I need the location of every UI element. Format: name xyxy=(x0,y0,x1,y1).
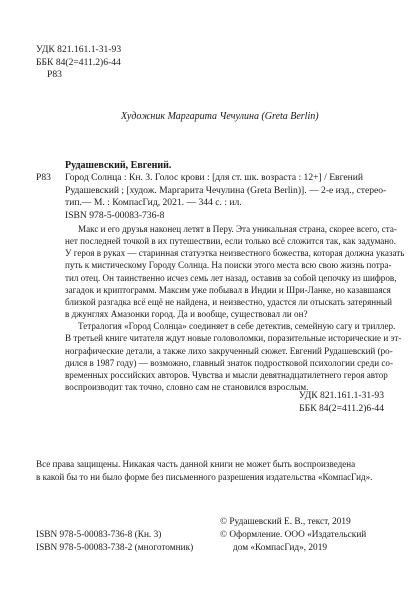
header-udk-code: УДК 821.161.1-31-93 xyxy=(36,44,122,55)
annotation-line: нографические детали, а также лихо закрученный сюжет. Евгений Рудашевский (ро- xyxy=(65,345,393,356)
biblio-author-sign: Р83 xyxy=(36,172,51,183)
annotation-line: У героя в руках — старинная статуэтка неизвестного божества, которая должна указать xyxy=(65,248,405,259)
annotation-line: дился в 1987 году) — возможно, главный знаток подростковой психологии среди со- xyxy=(65,357,393,368)
footer-bbk-code: ББК 84(2=411.2)6-44 xyxy=(299,402,384,414)
annotation-line: воспроизводит так точно, словно сам не становился взрослым. xyxy=(65,382,309,393)
annotation-line: путь к мистическому Городу Солнца. На поиски этого места всю свою жизнь потра- xyxy=(65,260,392,271)
annotation-line: близкой разгадка всё ещё не найдена, и неизвестно, удастся ли отыскать затерянный xyxy=(65,296,392,307)
artist-credit: Художник Маргарита Чечулина (Greta Berlin) xyxy=(121,111,319,122)
isbn-line: ISBN 978-5-00083-736-8 (Кн. 3) xyxy=(36,530,162,540)
biblio-line: Город Солнца : Кн. 3. Голос крови : [для ст. шк. возраста : 12+] / Евгений xyxy=(65,172,364,183)
rights-notice xyxy=(36,458,372,483)
book-annotation xyxy=(65,223,405,393)
isbn-list xyxy=(36,529,193,555)
copyright-line: © Рудашевский Е. В., текст, 2019 xyxy=(220,517,351,527)
annotation-line: нет последней точкой в их путешествии, если только всё сложится так, как задумано. xyxy=(65,236,396,247)
annotation-line: в джунглях Амазонки город. Да и вообще, существовал ли он? xyxy=(65,309,308,320)
rights-line: Все права защищены. Никакая часть данной книги не может быть воспроизведена xyxy=(36,459,356,469)
copyright-line: дом «КомпасГид», 2019 xyxy=(233,543,327,553)
header-classification-codes xyxy=(36,44,121,82)
annotation-line: загадок и криптограмм. Максим уже побывал в Индии и Шри-Ланке, но казавшаяся xyxy=(65,284,391,295)
annotation-line: Тетралогия «Город Солнца» соединяет в себе детектив, семейную сагу и триллер. xyxy=(78,321,396,332)
header-bbk-code: ББК 84(2=411.2)6-44 xyxy=(36,56,121,68)
copyright-notice xyxy=(220,516,366,555)
biblio-line: Рудашевский ; [худож. Маргарита Чечулина (Greta Berlin)]. — 2-е изд., стерео- xyxy=(65,184,387,196)
annotation-line: временных российских авторов. Чувства и мысли девятнадцатилетнего героя автор xyxy=(65,369,388,380)
bibliographic-description xyxy=(65,172,386,222)
annotation-line: Макс и его друзья наконец летят в Перу. Эта уникальная страна, скорее всего, ста- xyxy=(78,224,397,234)
header-author-sign: Р83 xyxy=(47,69,62,81)
author-heading: Рудашевский, Евгений. xyxy=(65,160,172,171)
annotation-line: тил отец. Он таинственно исчез семь лет назад, оставив за собой цепочку из шифров, xyxy=(65,272,397,283)
footer-classification-codes xyxy=(299,390,384,415)
annotation-line: В третьей книге читателя ждут новые головоломки, поразительные исторические и эт- xyxy=(65,333,402,344)
biblio-isbn: ISBN 978-5-00083-736-8 xyxy=(65,209,165,221)
biblio-line: тип.— М. : КомпасГид, 2021. — 344 с. : ил. xyxy=(65,197,242,209)
footer-udk-code: УДК 821.161.1-31-93 xyxy=(298,390,384,401)
copyright-line: © Оформление. ООО «Издательский xyxy=(220,530,367,540)
isbn-line: ISBN 978-5-00083-738-2 (многотомник) xyxy=(36,543,194,553)
rights-line: в какой бы то ни было форме без письменного разрешения издательства «КомпасГид». xyxy=(36,471,373,482)
